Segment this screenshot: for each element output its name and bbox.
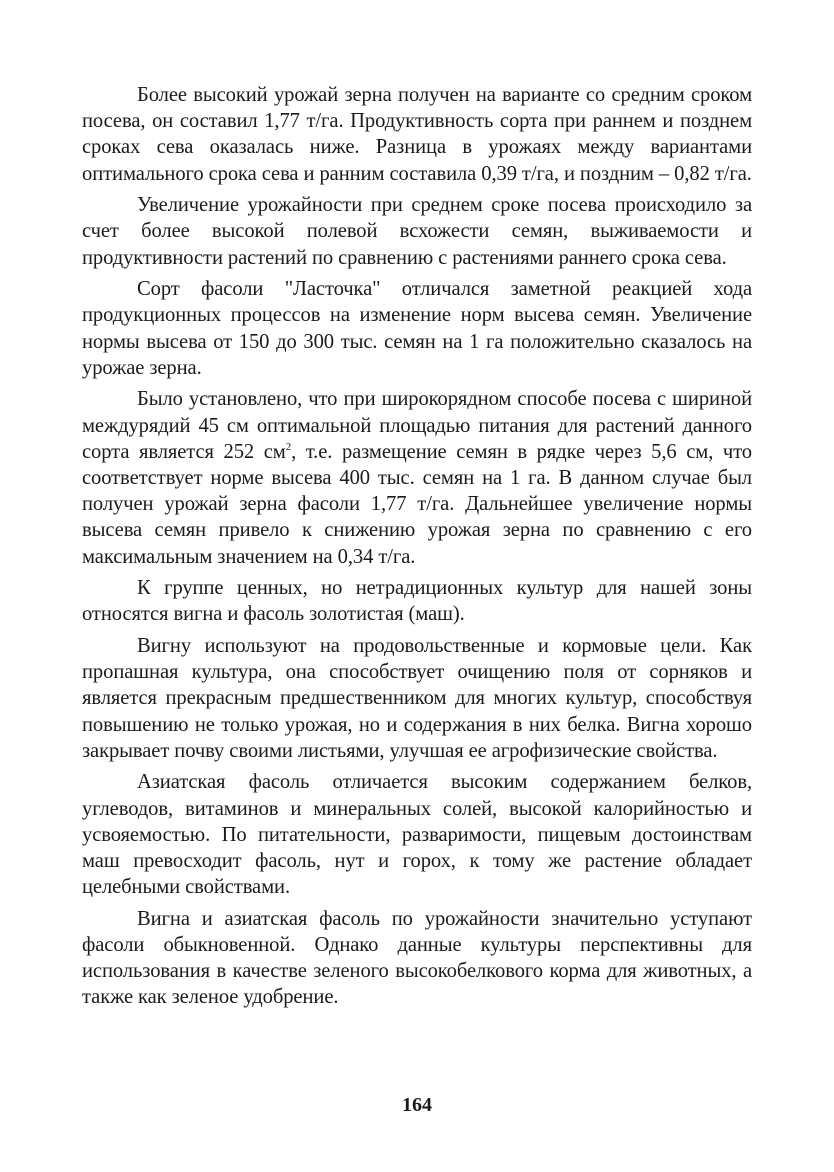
page-number: 164 <box>402 1094 432 1116</box>
paragraph-7: Азиатская фасоль отличается высоким содержанием белков, углеводов, витаминов и минеральных солей, высокой калорийностью и усвояемостью. По питательности, разваримости, пищевым достоинствам маш превосходит фасоль, нут и горох, к тому же растение обладает целебными свойствами. <box>82 771 752 899</box>
paragraph-6: Вигну используют на продовольственные и кормовые цели. Как пропашная культура, она способствует очищению поля от сорняков и является прекрасным предшественником для многих культур, способствуя повышению не только урожая, но и содержания в них белка. Вигна хорошо закрывает почву своими листьями, улучшая ее агрофизические свойства. <box>82 635 752 762</box>
paragraph-4-text-before: Было установлено, что при широкорядном способе посева с шириной междурядий 45 см оптимальной площадью питания для растений данного сорта является 252 см <box>82 388 752 463</box>
paragraph-5: К группе ценных, но нетрадиционных культур для нашей зоны относятся вигна и фасоль золотистая (маш). <box>82 577 752 626</box>
paragraph-3: Сорт фасоли "Ласточка" отличался заметной реакцией хода продукционных процессов на изменение норм высева семян. Увеличение нормы высева от 150 до 300 тыс. семян на 1 га положительно сказалось на урожае зерна. <box>82 278 752 379</box>
superscript-2: 2 <box>285 440 292 453</box>
page-body <box>82 82 752 1016</box>
paragraph-8: Вигна и азиатская фасоль по урожайности значительно уступают фасоли обыкновенной. Однако данные культуры перспективны для использования в качестве зеленого высокобелкового корма для животных, а также как зеленое удобрение. <box>82 907 752 1009</box>
paragraph-4-text-after: , т.е. размещение семян в рядке через 5,6 см, что соответствует норме высева 400 тыс. семян на 1 га. В данном случае был получен урожай зерна фасоли 1,77 т/га. Дальнейшее увеличение нормы высева семян привело к снижению урожая зерна по сравнению с его максимальным значением на 0,34 т/га. <box>82 440 752 568</box>
paragraph-1: Более высокий урожай зерна получен на варианте со средним сроком посева, он составил 1,77 т/га. Продуктивность сорта при раннем и позднем сроках сева оказалась ниже. Разница в урожаях между вариантами оптимального срока сева и ранним составила 0,39 т/га, и поздним – 0,82 т/га. <box>82 84 752 185</box>
paragraph-4 <box>82 386 752 569</box>
paragraph-2: Увеличение урожайности при среднем сроке посева происходило за счет более высокой полевой всхожести семян, выживаемости и продуктивности растений по сравнению с растениями раннего срока сева. <box>82 194 752 269</box>
